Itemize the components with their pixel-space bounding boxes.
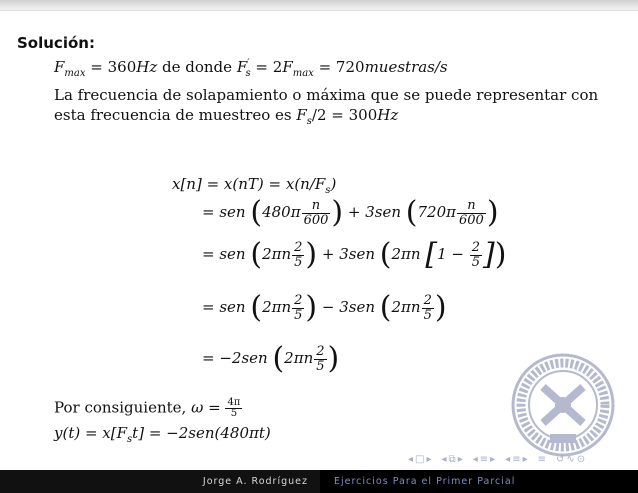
nav-subsection-icon[interactable]: ⧉ — [448, 453, 456, 465]
slide-heading: Solución: — [17, 34, 95, 52]
line-conclusion: Por consiguiente, ω = $\frac{4\pi}{5}$ — [54, 397, 241, 419]
nav-left-arrow-icon[interactable]: ◂ — [472, 453, 478, 465]
nav-frame-icon[interactable]: □ — [415, 453, 425, 465]
beamer-navigation-symbols[interactable] — [408, 452, 585, 466]
nav-right-arrow-icon[interactable]: ▸ — [490, 453, 496, 465]
nav-section-icon[interactable]: ≡ — [479, 453, 489, 465]
line-fmax: $F_{max} = 360Hz$ de donde $F'_s = 2F_{max}$ = 720muestras/s — [54, 58, 448, 79]
line-frecuencia: La frecuencia de solapamiento o máxima que se puede representar con — [54, 86, 599, 104]
footer-author: Jorge A. Rodríguez — [0, 470, 320, 493]
footer-title: Ejercicios Para el Primer Parcial — [320, 470, 638, 493]
line-muestreo: esta frecuencia de muestreo es $F_s/2 = 300Hz$ — [54, 106, 399, 127]
equation-row-1: $x[n] = x(nT) = x(n/F_s)$ — [172, 175, 337, 196]
nav-doc-icon[interactable]: ≡ — [512, 453, 521, 465]
nav-appendix-icon[interactable]: ≡ — [537, 453, 547, 465]
line-final-equation: $y(t) = x[F_st] = -2sen(480\pi t)$ — [54, 424, 271, 445]
equation-row-4: = sen (2πn $\frac{2}{5}$ ) − 3sen (2πn $\frac{2}{5}$ ) — [202, 290, 447, 325]
nav-right-arrow-icon[interactable]: ▸ — [522, 453, 528, 465]
nav-left-arrow-icon[interactable]: ◂ — [505, 453, 511, 465]
nav-right-arrow-icon[interactable]: ▸ — [426, 453, 432, 465]
nav-search-icon[interactable]: ↺ — [556, 453, 565, 465]
university-seal-logo — [510, 352, 616, 458]
footer-bar — [0, 470, 638, 493]
nav-find-icon[interactable]: ⊙ — [576, 453, 586, 465]
nav-left-arrow-icon[interactable]: ◂ — [441, 453, 447, 465]
nav-left-arrow-icon[interactable]: ◂ — [408, 453, 414, 465]
equation-row-3: = sen (2πn $\frac{2}{5}$ ) + 3sen (2πn [1 − $\frac{2}{5}$ ]) — [202, 237, 507, 272]
equation-row-2: = sen (480π $\frac{n}{600}$ ) + 3sen (720π $\frac{n}{600}$ ) — [202, 195, 499, 230]
nav-right-arrow-icon[interactable]: ▸ — [457, 453, 463, 465]
nav-zoom-icon[interactable]: ∿ — [566, 453, 575, 465]
equation-row-5: = −2sen (2πn $\frac{2}{5}$ ) — [202, 341, 340, 376]
